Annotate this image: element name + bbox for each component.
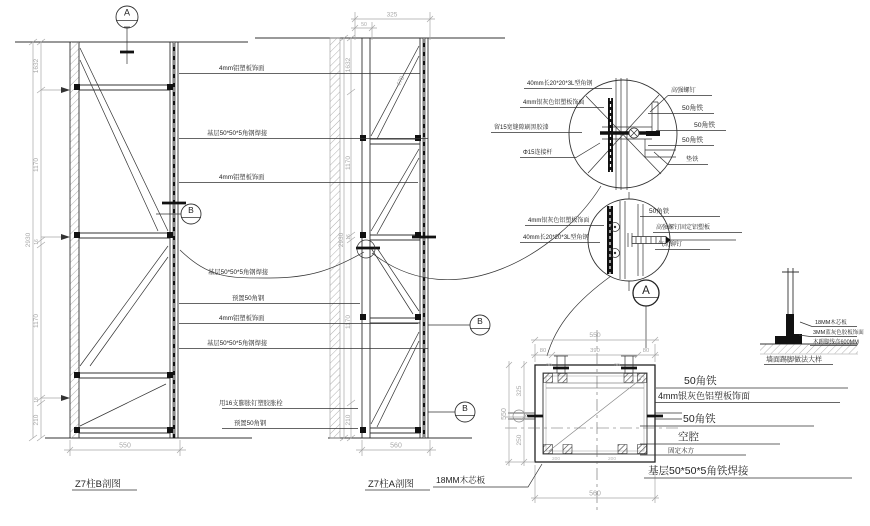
marker-b-left-letter: B xyxy=(188,205,194,215)
plan-dim-top: 550 xyxy=(589,332,601,339)
dim-top-small-a: 50 xyxy=(361,22,367,28)
column-b-joint-plates xyxy=(74,84,173,433)
gap-annotations xyxy=(179,63,428,429)
column-b-braces xyxy=(80,48,168,426)
detail-circle-top xyxy=(491,78,726,190)
detail-top-right-1: 50角铁 xyxy=(682,105,704,112)
plan-dim-bottom: 560 xyxy=(589,490,601,498)
skirting-detail xyxy=(760,268,864,365)
plan-centerlines xyxy=(505,330,678,512)
plan-label-right-3: 空腔 xyxy=(678,431,699,443)
marker-a-top-line xyxy=(116,21,138,28)
column-b-frame xyxy=(70,42,178,438)
detail-mid-right-1: 高强螺钉固定铝塑板 xyxy=(656,225,711,231)
caption-column-a: Z7柱A剖图 xyxy=(368,479,414,490)
plan-label-right-2: 50角铁 xyxy=(683,413,716,425)
section-marker-a-top xyxy=(116,6,138,28)
plan-dim-seg-right: 80 xyxy=(642,348,650,354)
plan-dim-seg-mid: 390 xyxy=(590,348,600,354)
column-b-level-arrows xyxy=(61,87,70,401)
column-b-hatched-chord xyxy=(70,42,79,438)
detail-top-right-2: 50角铁 xyxy=(694,122,716,129)
dim-width-b: 550 xyxy=(119,442,131,450)
detail-top-left-1: 4mm银灰色铝塑板饰面 xyxy=(523,100,585,106)
detail-mid-left-1: 40mm长20*20*3L型角钢 xyxy=(523,235,589,241)
gap-label-5: 4mm铝塑板饰面 xyxy=(219,315,265,322)
skirting-caption: 墙面踢脚做法大样 xyxy=(766,356,822,364)
plan-label-board: 18MM木芯板 xyxy=(436,475,486,485)
detail-top-right-3: 50角铁 xyxy=(682,137,704,144)
dim-width-a: 560 xyxy=(390,442,402,450)
gap-label-2: 4mm铝塑板饰面 xyxy=(219,174,265,181)
plan-view xyxy=(505,330,682,512)
dim-seg-a-0: 1632 xyxy=(345,57,352,73)
dim-seg-b-3: 1170 xyxy=(33,314,40,328)
plan-dim-seg-left: 80 xyxy=(539,348,547,354)
plan-dim-left-lower: 250 xyxy=(516,434,523,446)
column-a-braces xyxy=(371,46,419,427)
column-a-dimensions xyxy=(338,12,436,491)
plan-dim-left-overall: 550 xyxy=(501,408,508,420)
column-b-dimensions xyxy=(25,39,186,490)
plan-label-right-5: 基层50*50*5角铁焊接 xyxy=(648,465,749,477)
dim-seg-b-1: 1170 xyxy=(33,158,40,172)
marker-a-top-letter: A xyxy=(123,7,131,18)
marker-a-mid-letter: A xyxy=(642,285,650,297)
gap-label-7: 用16支膨胀钉塑胶胀栓 xyxy=(219,400,283,407)
section-marker-b-right-2 xyxy=(428,402,475,422)
skirting-label-1: 3MM蓝灰色胶板饰面 xyxy=(813,330,864,336)
column-a-dim-lines xyxy=(340,12,436,456)
detail-top-right-0: 高强螺钉 xyxy=(671,87,696,94)
section-marker-b-left xyxy=(156,204,201,224)
plan-dim-lines xyxy=(505,337,659,503)
detail-mid-right-0: 50角铁 xyxy=(649,208,670,215)
detail-mid-right-2: 气动铆钉 xyxy=(658,242,683,248)
dim-seg-a-2: 16 xyxy=(346,234,352,240)
detail-top-right-4: 垫铁 xyxy=(686,156,699,163)
plan-corner-blocks xyxy=(544,374,647,454)
dim-seg-b-0: 1632 xyxy=(33,58,40,74)
plan-label-leaders xyxy=(433,388,852,487)
plan-dim-inner-left: 200 xyxy=(551,457,561,462)
detail-top-left-2: 留15宽缝隙刷黑胶漆 xyxy=(494,125,549,131)
washer-bottom-dot xyxy=(614,252,616,254)
marker-b2-letter: B xyxy=(462,403,468,413)
dim-seg-b-2: 16 xyxy=(34,239,40,245)
skirting-label-2: 木踢脚线高600MM xyxy=(813,339,859,346)
plan-labels xyxy=(433,374,852,487)
caption-column-b: Z7柱B剖图 xyxy=(75,479,121,490)
bolt-plate xyxy=(646,131,660,136)
dim-seg-a-3: 1170 xyxy=(345,315,352,329)
detail-top-left-3: Φ15连接杆 xyxy=(523,150,553,156)
detail-top-left-0: 40mm长20*20*3L型角钢 xyxy=(527,81,593,87)
plan-inner-wall xyxy=(543,373,647,454)
plan-clip-circle xyxy=(513,410,525,422)
gap-label-0: 4mm铝塑板饰面 xyxy=(219,65,265,72)
section-marker-a-mid xyxy=(633,280,659,348)
plan-label-right-4: 固定木方 xyxy=(668,447,694,455)
gap-label-4: 预置50角钢 xyxy=(232,295,265,302)
column-b-dim-lines xyxy=(29,39,186,456)
gap-leader-lines xyxy=(179,74,428,429)
marker-b1-letter: B xyxy=(477,316,483,326)
gap-label-1: 基层50*50*5角钢焊接 xyxy=(207,130,268,137)
plan-panel-line xyxy=(546,376,644,451)
detail-leader-curves xyxy=(372,186,611,356)
dim-diag-a: 470 xyxy=(395,75,407,88)
plan-label-right-1: 4mm银灰色铝塑板饰面 xyxy=(658,391,750,401)
detail-mid-left-0: 4mm银灰色铝塑板饰面 xyxy=(528,218,590,224)
detail-circle-middle xyxy=(520,192,742,291)
dim-seg-a-1: 1170 xyxy=(345,156,352,170)
plan-interior-lines xyxy=(546,379,644,451)
dim-top-a: 325 xyxy=(386,11,398,19)
dim-seg-b-4: 18 xyxy=(34,397,40,403)
plan-dim-left-upper: 325 xyxy=(516,385,523,397)
skirting-profile xyxy=(775,314,802,344)
dim-seg-a-4: 210 xyxy=(345,414,352,426)
skirting-label-0: 18MM木芯板 xyxy=(815,320,847,326)
plan-dim-clamp-right: 50 xyxy=(614,363,620,368)
dim-overall-b: 2930 xyxy=(25,232,32,248)
section-marker-b-right-1 xyxy=(428,315,490,335)
marker-a-mid-line xyxy=(633,298,659,349)
dim-seg-b-5: 210 xyxy=(33,414,40,426)
gap-label-3: 基层50*50*5角钢焊接 xyxy=(208,269,269,276)
column-b-section xyxy=(70,28,186,438)
gap-label-6: 基层50*50*5角钢焊接 xyxy=(207,340,268,347)
plan-dim-clamp-left: 50 xyxy=(546,363,552,368)
gap-label-8: 预置50角钢 xyxy=(234,420,267,427)
dim-overall-a: 2930 xyxy=(338,232,345,248)
plan-dim-inner-right: 200 xyxy=(607,457,617,462)
detail-mid-panel-strip xyxy=(607,206,613,274)
column-a-joint-plates xyxy=(360,135,421,433)
washer-top-dot xyxy=(614,226,616,228)
plan-label-right-0: 50角铁 xyxy=(684,375,717,387)
